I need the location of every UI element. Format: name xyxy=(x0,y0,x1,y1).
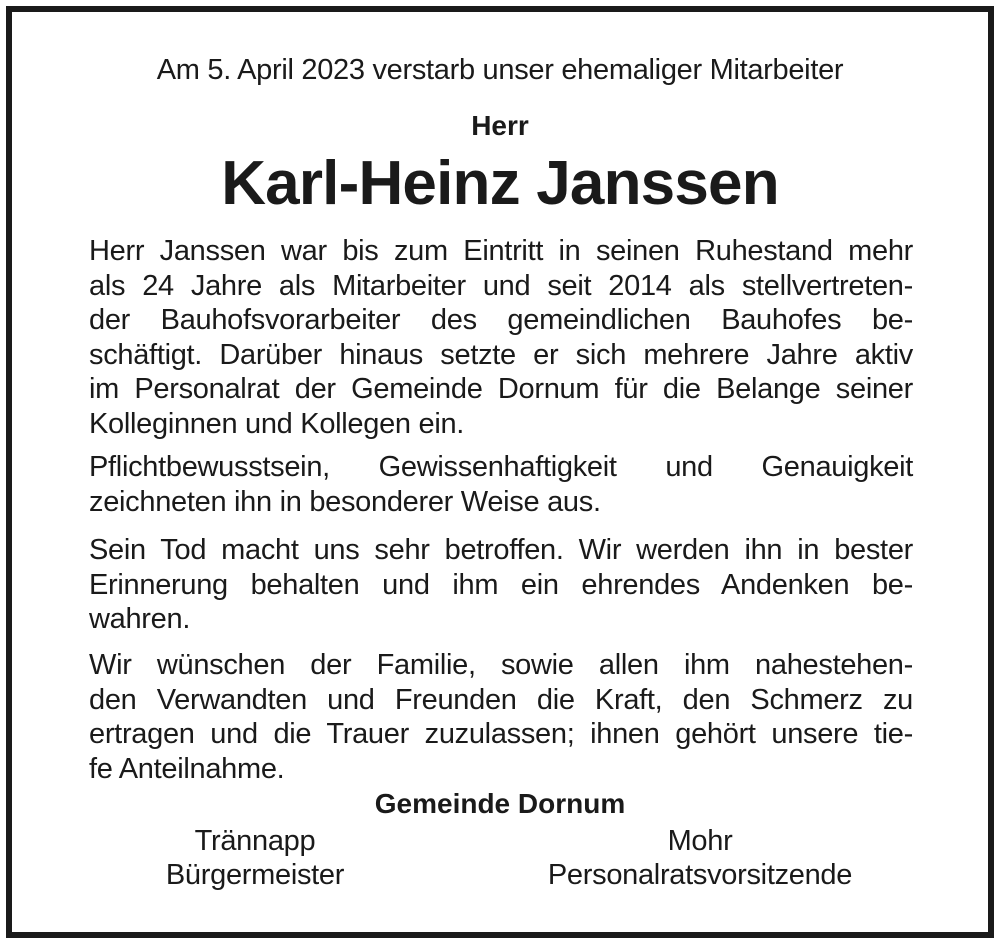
text-line: Herr Janssen war bis zum Eintritt in seinen Ruhestand mehr xyxy=(89,235,913,267)
paragraph-qualities xyxy=(89,450,913,519)
text-line: Erinnerung behalten und ihm ein ehrendes Andenken be- xyxy=(89,568,913,601)
paragraph-condolence xyxy=(89,648,913,786)
paragraph-employment xyxy=(89,234,913,441)
intro-line: Am 5. April 2023 verstarb unser ehemaliger Mitarbeiter xyxy=(156,54,844,86)
text-line: wahren. xyxy=(89,603,191,635)
signatory-role: Personalratsvorsitzende xyxy=(547,859,853,891)
text-line: Sein Tod macht uns sehr betroffen. Wir werden ihn in bester xyxy=(89,534,913,566)
signatory-name: Trännapp xyxy=(194,825,316,857)
paragraph-memory xyxy=(89,533,913,637)
signatory-staff-council xyxy=(500,824,900,892)
text-line: der Bauhofsvorarbeiter des gemeindlichen Bauhofes be- xyxy=(89,304,913,336)
organization-name: Gemeinde Dornum xyxy=(374,788,626,819)
salutation: Herr xyxy=(471,110,529,141)
text-line: fe Anteilnahme. xyxy=(89,752,285,785)
signatory-role: Bürgermeister xyxy=(165,859,345,891)
text-line: Pflichtbewusstsein, Gewissenhaftigkeit und Genauigkeit xyxy=(89,451,913,483)
text-line: zeichneten ihn in besonderer Weise aus. xyxy=(89,485,601,518)
text-line: schäftigt. Darüber hinaus setzte er sich mehrere Jahre aktiv xyxy=(89,338,913,371)
text-line: den Verwandten und Freunden die Kraft, den Schmerz zu xyxy=(89,683,913,716)
text-line: im Personalrat der Gemeinde Dornum für die Belange seiner xyxy=(89,373,913,405)
deceased-name: Karl-Heinz Janssen xyxy=(221,149,779,218)
text-line: ertragen und die Trauer zuzulassen; ihnen gehört unsere tie- xyxy=(89,718,913,750)
text-line: Kolleginnen und Kollegen ein. xyxy=(89,407,465,440)
signatory-mayor xyxy=(105,824,405,892)
signatory-name: Mohr xyxy=(667,825,733,857)
text-line: Wir wünschen der Familie, sowie allen ihm nahestehen- xyxy=(89,649,913,681)
text-line: als 24 Jahre als Mitarbeiter und seit 2014 als stellvertreten- xyxy=(89,269,913,302)
